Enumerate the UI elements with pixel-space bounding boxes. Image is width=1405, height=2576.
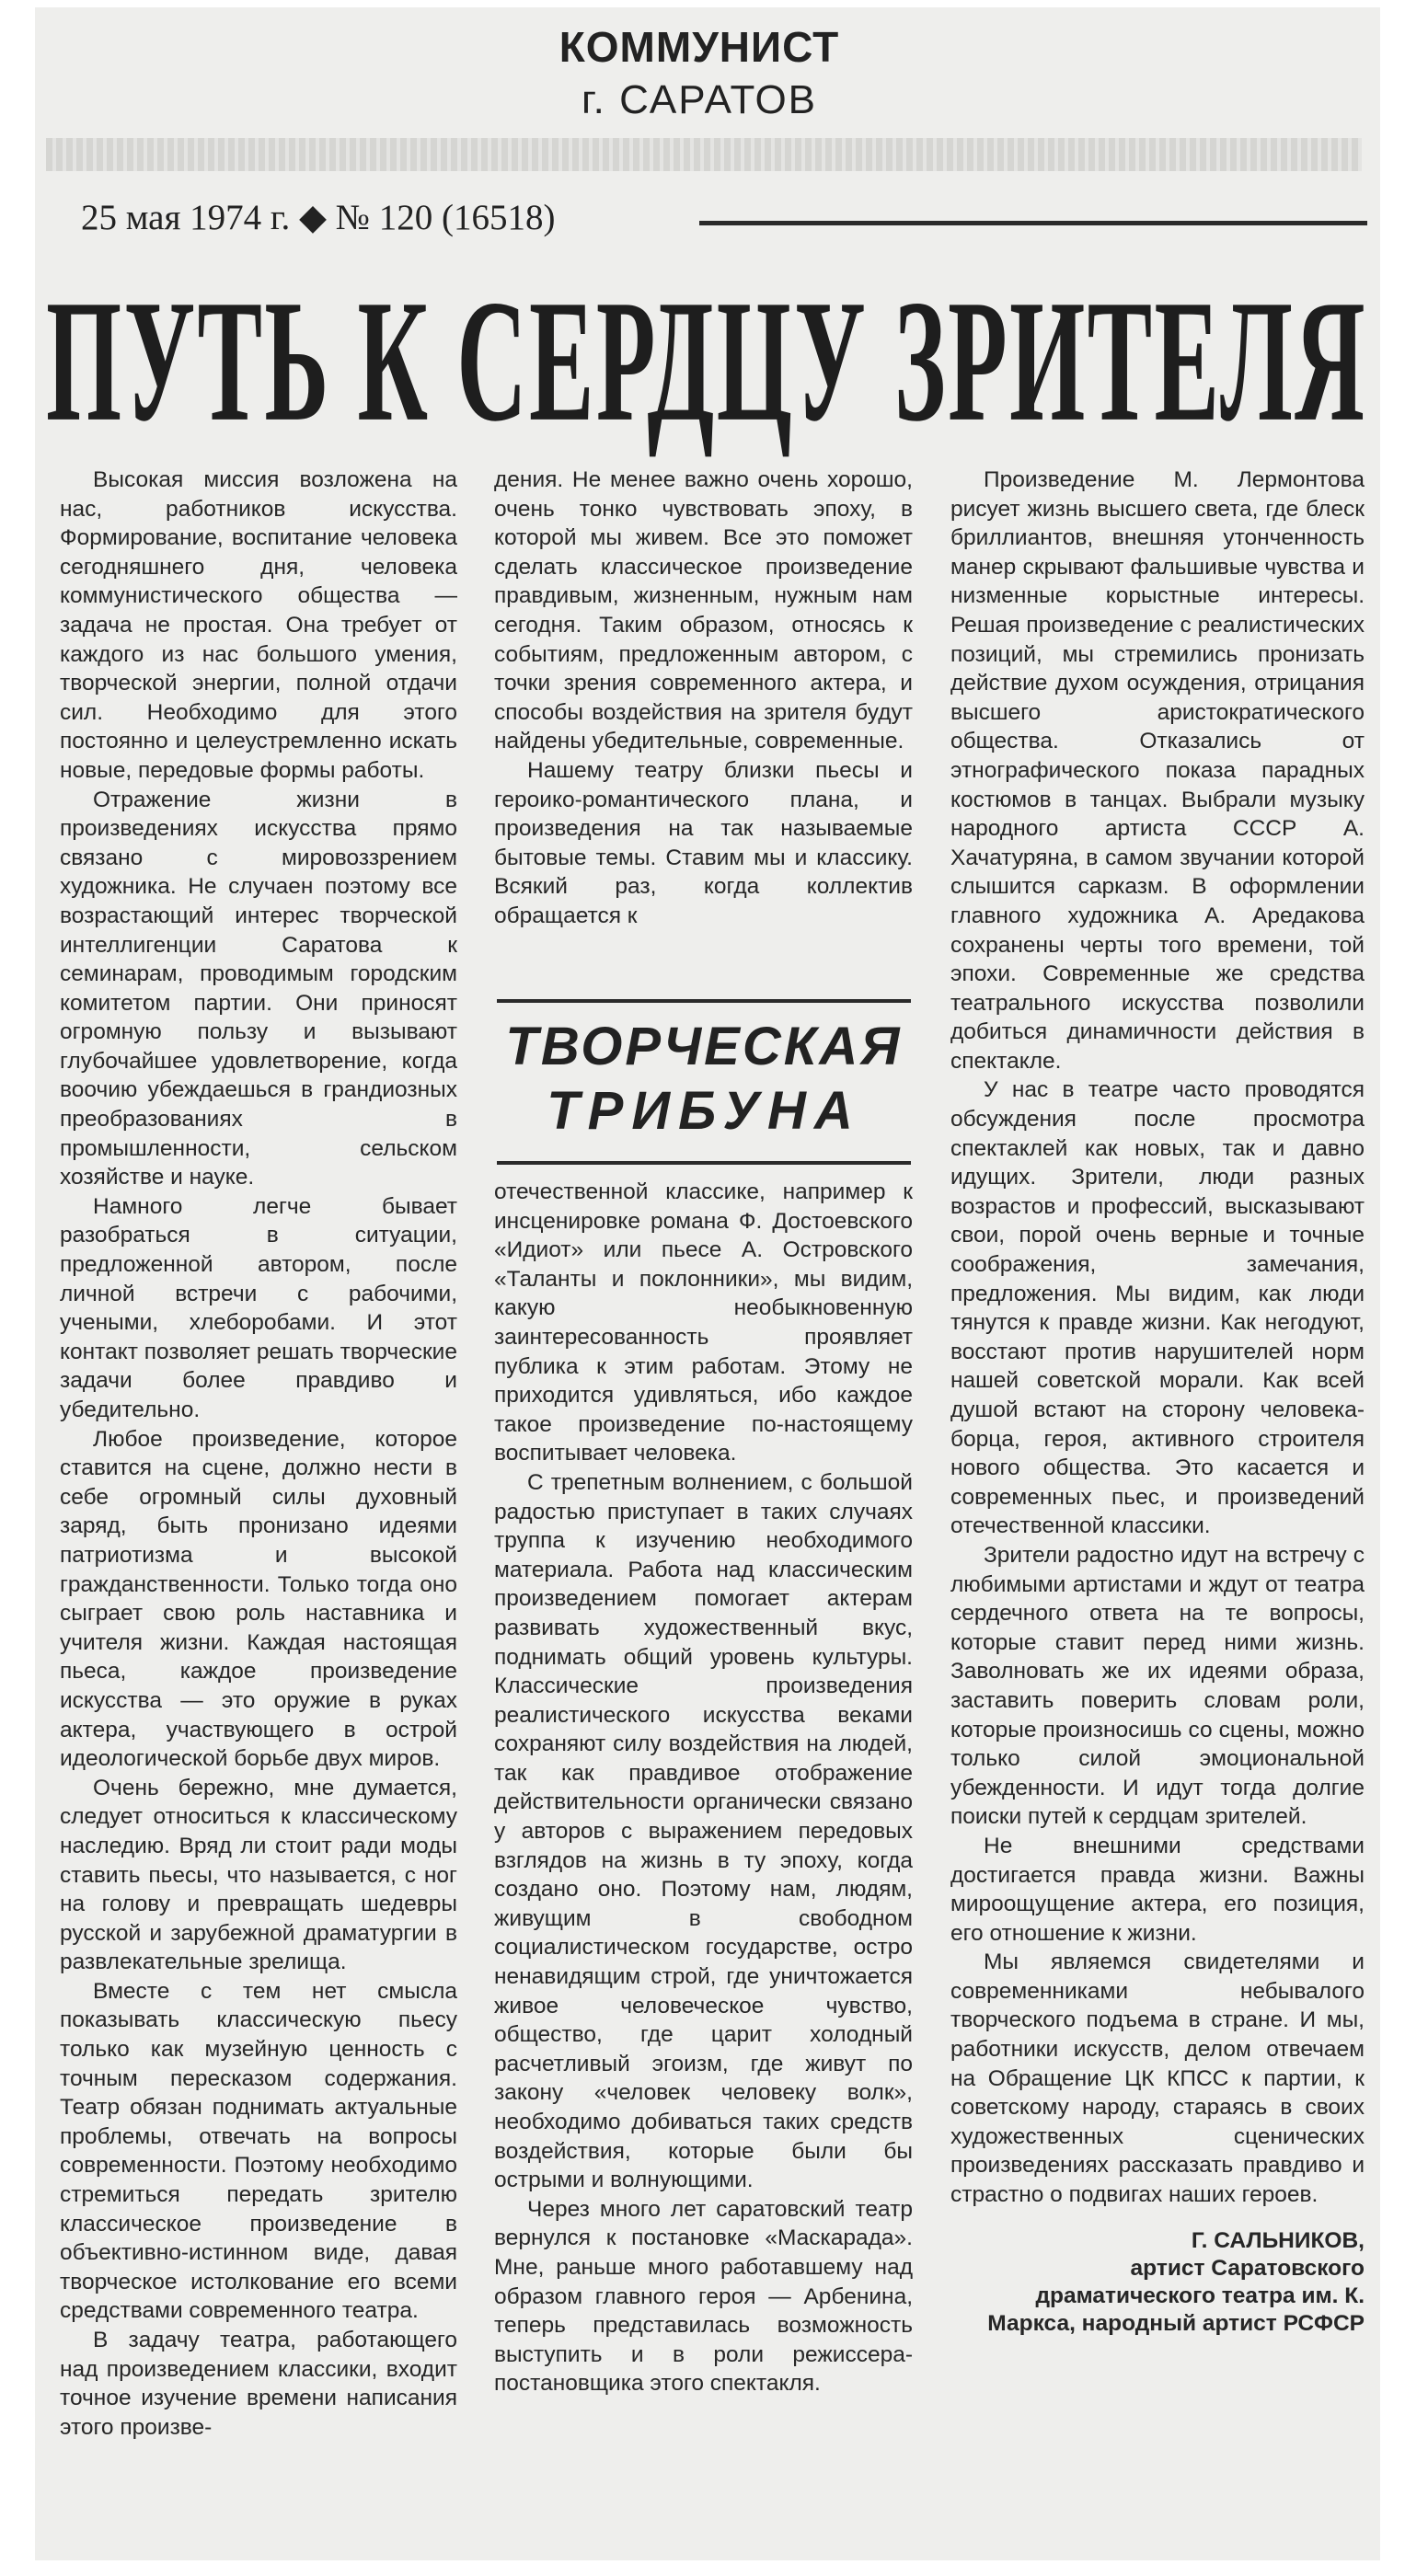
rubric-box bbox=[497, 999, 911, 1169]
paragraph: Отражение жизни в произведениях искусства прямо связано с мировоззрением художника. Не случаен поэтому все возрастающий интерес творческой интеллигенции Саратова к семинарам, проводимым городским комитетом партии. Они приносят огромную пользу и вызывают глубочайшее удовлетворение, когда воочию убеждаешься в грандиозных преобразованиях в промышленности, сельском хозяйстве и науке. bbox=[60, 787, 457, 1190]
paragraph: Не внешними средствами достигается правда жизни. Важны мироощущение актера, его позиция, его отношение к жизни. bbox=[950, 1833, 1365, 1946]
article-column-3 bbox=[950, 466, 1365, 2554]
newspaper-masthead: КОММУНИСТ bbox=[559, 23, 840, 71]
paragraph: отечественной классике, например к инсценировке романа Ф. Достоевского «Идиот» или пьесе А. Островского «Таланты и поклонники», мы видим, какую необыкновенную заинтересованность проявляет публика к этим работам. Этому не приходится удивляться, ибо каждое такое произведение по-настоящему воспитывает человека. bbox=[494, 1179, 913, 1466]
paragraph: Очень бережно, мне думается, следует относиться к классическому наследию. Вряд ли стоит ради моды ставить пьесы, что называется, с ног на голову и превращать шедевры русской и зарубежной драматургии в развлекательные зрелища. bbox=[60, 1775, 457, 1975]
paragraph: У нас в театре часто проводятся обсуждения после просмотра спектаклей как новых, так и давно идущих. Зрители, люди разных возрастов и профессий, высказывают свои, порой очень верные и точные соображения, замечания, предложения. Мы видим, как люди тянутся к правде жизни. Как негодуют, восстают против нарушителей норм нашей советской морали. Как всей душой встают на сторону человека-борца, героя, активного строителя нового общества. Это касается и современных пьес, и произведений отечественной классики. bbox=[950, 1077, 1365, 1539]
dateline-rule bbox=[699, 221, 1367, 225]
paragraph: В задачу театра, работающего над произведением классики, входит точное изучение времени написания этого произве- bbox=[60, 2328, 457, 2440]
newspaper-city: г. САРАТОВ bbox=[581, 77, 818, 122]
article-column-1 bbox=[60, 466, 457, 2554]
article-headline: ПУТЬ К СЕРДЦУ ЗРИТЕЛЯ bbox=[46, 264, 1367, 458]
paragraph: Зрители радостно идут на встречу с любимыми артистами и ждут от театра сердечного ответа на те вопросы, которые ставит перед ними жизнь. Заволновать же их идеями образа, заставить поверить словам роли, которые произносишь со сцены, можно только силой эмоциональной убежденности. И идут тогда долгие поиски путей к сердцам зрителей. bbox=[950, 1542, 1365, 1830]
rubric-line-1: ТВОРЧЕСКАЯ bbox=[505, 1017, 903, 1076]
paragraph: Нашему театру близки пьесы и героико-романтического плана, и произведения на так называемые бытовые темы. Ставим мы и классику. Всякий раз, когда коллектив обращается к bbox=[494, 757, 913, 928]
paragraph: С трепетным волнением, с большой радостью приступает в таких случаях труппа к изучению необходимого материала. Работа над классическим произведением помогает актерам развивать художественный вкус, поднимать общий уровень культуры. Классические произведения реалистического искусства веками сохраняют силу воздействия на людей, так как правдивое отображение действительности органически связано у авторов с выражением передовых взглядов на жизнь в ту эпоху, когда создано оно. Поэтому нам, людям, живущим в свободном социалистическом государстве, остро ненавидящим строй, где уничтожается живое человеческое чувство, общество, где царит холодный расчетливый эгоизм, где живут по закону «человек человеку волк», необходимо добиваться таких средств воздействия, которые были бы острыми и волнующими. bbox=[494, 1469, 913, 2193]
paragraph: Высокая миссия возложена на нас, работников искусства. Формирование, воспитание человека сегодняшнего дня, человека коммунистического общества — задача не простая. Она требует от каждого из нас большого умения, творческой энергии, полной отдачи сил. Необходимо для этого постоянно и целеустремленно искать новые, передовые формы работы. bbox=[60, 467, 457, 783]
print-bleed-through bbox=[46, 138, 1362, 171]
paragraph: Через много лет саратовский театр вернулся к постановке «Маскарада». Мне, раньше много работавшему над образом главного героя — Арбенина, теперь представилась возможность выступить и в роли режиссера-постановщика этого спектакля. bbox=[494, 2196, 913, 2397]
issue-dateline: 25 мая 1974 г. ◆ № 120 (16518) bbox=[81, 198, 556, 237]
paragraph: Любое произведение, которое ставится на сцене, должно нести в себе огромный силы духовный заряд, быть пронизано идеями патриотизма и высокой гражданственности. Только тогда оно сыграет свою роль наставника и учителя жизни. Каждая настоящая пьеса, каждое произведение искусства — это оружие в руках актера, участвующего в острой идеологической борьбе двух миров. bbox=[60, 1426, 457, 1772]
rubric-bottom-rule bbox=[497, 1161, 911, 1165]
paragraph: Мы являемся свидетелями и современниками небывалого творческого подъема в стране. И мы, работники искусств, делом отвечаем на Обращение ЦК КПСС к партии, к советскому народу, стараясь в своих художественных сценических произведениях рассказать правдиво и страстно о подвигах наших героев. bbox=[950, 1949, 1365, 2208]
author-signature-title: артист Саратовского драматического театра им. К. Маркса, народный артист РСФСР bbox=[987, 2256, 1365, 2337]
paragraph: дения. Не менее важно очень хорошо, очень тонко чувствовать эпоху, в которой мы живем. Все это поможет сделать классическое произведение правдивым, жизненным, нужным нам сегодня. Таким образом, относясь к событиям, предложенным автором, с точки зрения современного актера, и способы воздействия на зрителя будут найдены убедительные, современные. bbox=[494, 467, 913, 754]
paragraph: Намного легче бывает разобраться в ситуации, предложенной автором, после личной встречи с рабочими, учеными, хлеборобами. И этот контакт позволяет решать творческие задачи более правдиво и убедительно. bbox=[60, 1193, 457, 1422]
author-signature-name: Г. САЛЬНИКОВ, bbox=[1191, 2227, 1365, 2253]
article-column-2-bottom bbox=[494, 1178, 913, 2558]
rubric-top-rule bbox=[497, 999, 911, 1003]
article-column-2-top bbox=[494, 466, 913, 981]
paragraph: Вместе с тем нет смысла показывать классическую пьесу только как музейную ценность с точным пересказом содержания. Театр обязан поднимать актуальные проблемы, отвечать на вопросы современности. Поэтому необходимо стремиться передать зрителю классическое произведение в объективно-истинном виде, давая творческое истолкование его всеми средствами современного театра. bbox=[60, 1978, 457, 2324]
paragraph: Произведение М. Лермонтова рисует жизнь высшего света, где блеск бриллиантов, внешняя утонченность манер скрывают фальшивые чувства и низменные корыстные интересы. Решая произведение с реалистических позиций, мы стремились пронизать действие духом осуждения, отрицания высшего аристократического общества. Отказались от этнографического показа парадных костюмов в танцах. Выбрали музыку народного артиста СССР А. Хачатуряна, в самом звучании которой слышится сарказм. В оформлении главного художника А. Аредакова сохранены черты того времени, той эпохи. Современные же средства театрального искусства позволили добиться динамичности действия в спектакле. bbox=[950, 467, 1365, 1074]
rubric-line-2: ТРИБУНА bbox=[547, 1081, 861, 1141]
